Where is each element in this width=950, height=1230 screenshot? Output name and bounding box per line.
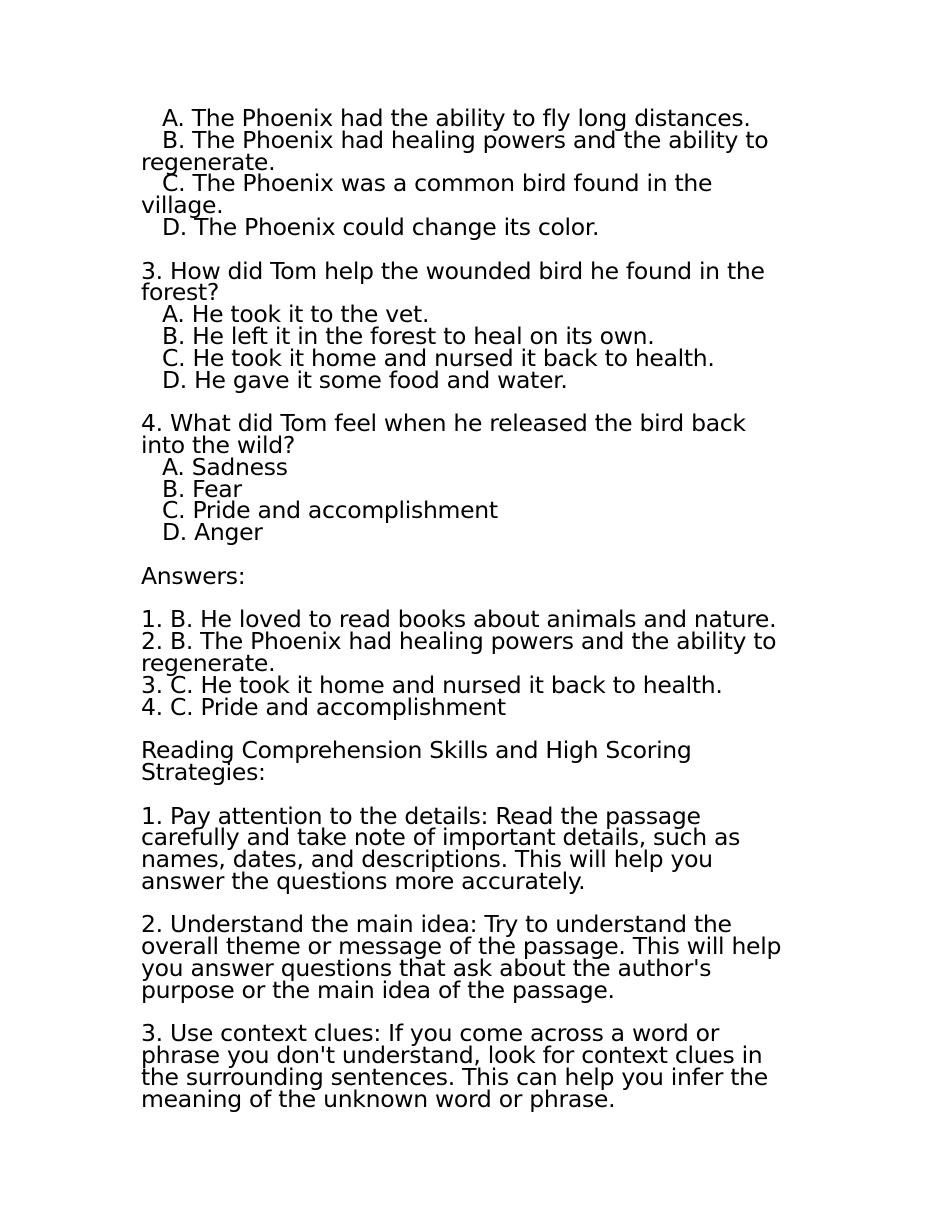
document-body (141, 104, 811, 1113)
q2-option-c-continued: village. (141, 191, 224, 220)
tip-2 (141, 910, 811, 1004)
q3-question: 3. How did Tom help the wounded bird he found in the (141, 256, 765, 285)
q3-option-a: A. He took it to the vet. (162, 300, 430, 329)
q2-option-c: C. The Phoenix was a common bird found in the (162, 169, 713, 198)
answers-list (141, 605, 811, 721)
question-2-options (141, 104, 811, 241)
q4-option-a: A. Sadness (162, 452, 288, 481)
tip-1-line: answer the questions more accurately. (141, 866, 586, 895)
q3-option-d: D. He gave it some food and water. (162, 365, 568, 394)
q3-question-continued: forest? (141, 278, 220, 307)
answer-2-continued: regenerate. (141, 648, 276, 677)
question-3 (141, 256, 811, 394)
tip-2-line: you answer questions that ask about the author's (141, 954, 712, 983)
tip-3-line: meaning of the unknown word or phrase. (141, 1084, 616, 1113)
q2-option-d: D. The Phoenix could change its color. (162, 212, 600, 241)
answer-3: 3. C. He took it home and nursed it back to health. (141, 670, 723, 699)
tip-3-line: the surrounding sentences. This can help you infer the (141, 1063, 768, 1092)
tip-3-line: 3. Use context clues: If you come across a word or (141, 1019, 720, 1048)
question-4 (141, 409, 811, 547)
q4-option-d: D. Anger (162, 518, 263, 547)
answer-1: 1. B. He loved to read books about animals and nature. (141, 605, 777, 634)
tip-1-line: 1. Pay attention to the details: Read the passage (141, 801, 701, 830)
skills-heading-continued: Strategies: (141, 757, 266, 786)
tip-1-line: carefully and take note of important details, such as (141, 823, 741, 852)
q3-option-c: C. He took it home and nursed it back to health. (162, 343, 715, 372)
tip-1-line: names, dates, and descriptions. This will help you (141, 845, 713, 874)
q2-option-b: B. The Phoenix had healing powers and the ability to (162, 125, 769, 154)
q2-option-b-continued: regenerate. (141, 147, 276, 176)
answers-heading: Answers: (141, 561, 246, 590)
tip-2-line: purpose or the main idea of the passage. (141, 975, 615, 1004)
tip-3 (141, 1019, 811, 1113)
q4-option-c: C. Pride and accomplishment (162, 496, 498, 525)
q3-option-b: B. He left it in the forest to heal on its own. (162, 321, 655, 350)
skills-heading: Reading Comprehension Skills and High Scoring (141, 736, 692, 765)
answer-4: 4. C. Pride and accomplishment (141, 692, 506, 721)
tip-3-line: phrase you don't understand, look for context clues in (141, 1041, 763, 1070)
q4-question-continued: into the wild? (141, 430, 295, 459)
q4-option-b: B. Fear (162, 474, 242, 503)
q4-question: 4. What did Tom feel when he released the bird back (141, 409, 746, 438)
answer-2: 2. B. The Phoenix had healing powers and the ability to (141, 627, 777, 656)
tip-1 (141, 801, 811, 895)
tip-2-line: 2. Understand the main idea: Try to understand the (141, 910, 732, 939)
tip-2-line: overall theme or message of the passage. This will help (141, 932, 782, 961)
q2-option-a: A. The Phoenix had the ability to fly long distances. (162, 104, 751, 132)
